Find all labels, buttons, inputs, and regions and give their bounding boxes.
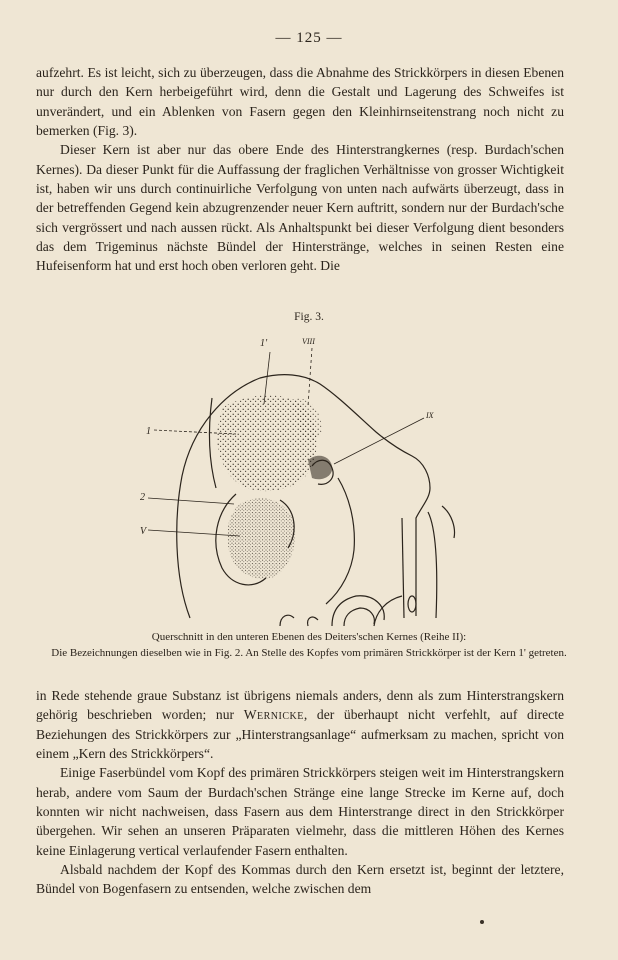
figure-caption [50,630,568,661]
figure-3-cross-section [112,328,472,630]
top-text-block [36,63,564,276]
paragraph-3 [36,686,564,763]
label-1: 1 [146,426,151,437]
label-ix: IX [426,411,434,420]
bottom-text-block [36,686,564,899]
caption-line-2: Die Bezeichnungen dieselben wie in Fig. 2. An Stelle des Kopfes vom primären Strickkörper ist der Kern 1' getreten. [51,646,567,659]
figure-label: Fig. 3. [294,311,324,323]
page-number: — 125 — [275,30,343,46]
paragraph-3-part-1: in Rede stehende graue Substanz ist übrigens niemals anders, denn als zum Hinterstrangskern gehörig beschrieben worden; nur [36,688,564,723]
paragraph-4: Einige Faserbündel vom Kopf des primären Strickkörpers steigen weit im Hinterstrangskern herab, andere vom Saum der Burdach'schen Stränge eine lange Strecke im Kerne auf, doch konnten wir nicht nachweisen, dass Fasern aus dem Hinterstrange direct in den Strickkörper übergehen. Wir sehen an unseren Präparaten vielmehr, dass die mittleren Höhen des Kernes keine Einlagerung vertical verlaufender Fasern enthalten. [36,765,564,858]
paragraph-3-part-2: , der überhaupt nicht verfehlt, auf directe Beziehungen des Strickkörpers zur „Hinterstrangsanlage“ aufmerksam zu machen, spricht von einem „Kern des Strickkörpers“. [36,707,565,762]
paragraph-1: aufzehrt. Es ist leicht, sich zu überzeugen, dass die Abnahme des Strickkörpers in diesen Ebenen nur durch den Kern herbeigeführt wird, denn die Gestalt und Lagerung des Schweifes ist unverändert, und ein Ablenken von Fasern gegen den Kleinhirnseitenstrang noch nicht zu bemerken (Fig. 3). [36,65,564,139]
author-name: Wernicke [243,707,304,723]
label-v: V [140,526,147,537]
label-2: 2 [140,492,145,503]
label-1-prime: 1' [260,338,268,349]
paragraph-5: Alsbald nachdem der Kopf des Kommas durch den Kern ersetzt ist, beginnt der letztere, Bündel von Bogenfasern zu entsenden, welche zwischen dem [36,862,564,897]
label-viii: VIII [302,337,315,346]
ink-speck [480,920,484,924]
caption-line-1: Querschnitt in den unteren Ebenen des Deiters'schen Kernes (Reihe II): [151,631,467,643]
paragraph-2: Dieser Kern ist aber nur das obere Ende des Hinterstrangkernes (resp. Burdach'schen Kernes). Da dieser Punkt für die Auffassung der fraglichen Verhältnisse von grosser Wichtigkeit ist, haben wir uns durch continuirliche Verfolgung von unten nach aufwärts überzeugt, dass in der betreffenden Gegend kein abzugrenzender neuer Kern auftritt, sondern nur der Burdach'sche sich vergrössert und nach aussen rückt. Als Anhaltspunkt bei dieser Verfolgung dient besonders das dem Trigeminus nächste Bündel der Hinterstränge, welches in seinen Resten eine Hufeisenform hat und erst hoch oben verloren geht. Die [36,142,564,274]
